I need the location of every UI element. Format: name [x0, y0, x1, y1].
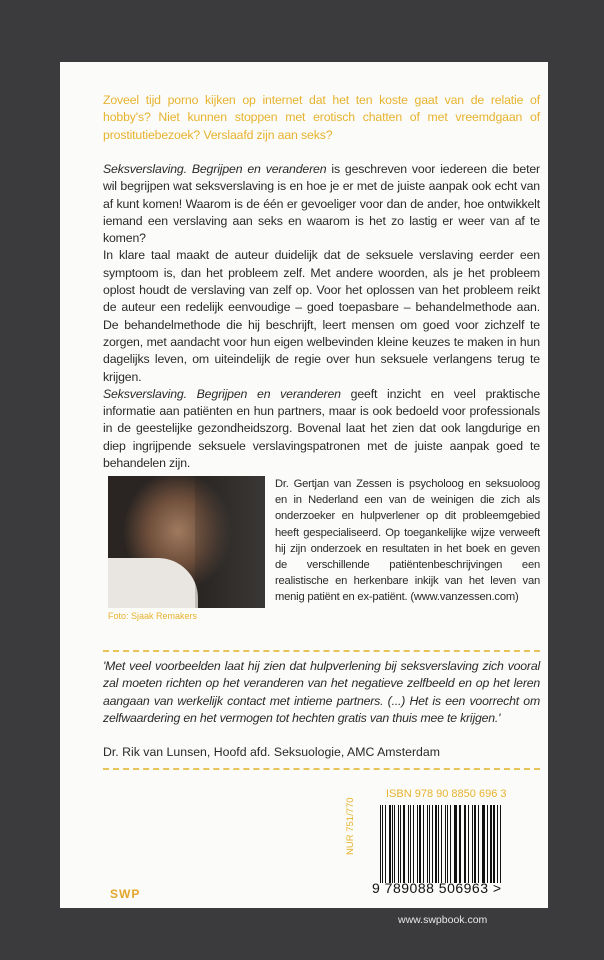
- author-bio: Dr. Gertjan van Zessen is psycholoog en seksuoloog en in Nederland een van de weinigen die zich als onderzoeker en hulpverlener op dit probleemgebied heeft gespecialiseerd. Op toegankelijke wijze verweeft hij zijn onderzoek en resultaten in het boek en geven de verschillende patiëntenbeschrijvingen een realistische en herkenbare inkijk van het leven van menig patiënt en ex-patiënt. (www.vanzessen.com): [275, 478, 540, 604]
- divider: [103, 650, 540, 652]
- isbn: ISBN 978 90 8850 696 3: [386, 788, 507, 800]
- barcode-bar: [382, 805, 383, 883]
- paragraph-3: [103, 386, 540, 472]
- barcode-bar: [445, 805, 446, 883]
- quote-attribution: Dr. Rik van Lunsen, Hoofd afd. Seksuologie, AMC Amsterdam: [103, 745, 440, 759]
- barcode-bar: [423, 805, 424, 883]
- barcode-bar: [483, 805, 484, 883]
- barcode-bar: [493, 805, 495, 883]
- book-title: Seksverslaving. Begrijpen en veranderen: [103, 386, 341, 401]
- barcode-bar: [487, 805, 488, 883]
- barcode-bar: [450, 805, 451, 883]
- barcode-bar: [464, 805, 465, 883]
- barcode-bar: [427, 805, 428, 883]
- barcode-bar: [417, 805, 418, 883]
- divider: [103, 768, 540, 770]
- photo-caption: Foto: Sjaak Remakers: [108, 611, 198, 621]
- barcode-bar: [468, 805, 469, 883]
- paragraph-2: In klare taal maakt de auteur duidelijk dat de seksuele verslaving eerder een symptoom is, dan het probleem zelf. Met andere woorden, als je het probleem oplost houdt de verslaving van zelf op. Voor het oplossen van het probleem reikt de auteur een redelijk eenvoudige – goed toepasbare – behandelmethode aan. De behandelmethode die hij beschrijft, leert mensen om goed voor zichzelf te zorgen, met aandacht voor hun eigen welbevinden kleine keuzes te maken in hun dagelijks leven, om uiteindelijk de regie over hun seksuele verlangens terug te krijgen.: [103, 248, 540, 384]
- book-title: Seksverslaving. Begrijpen en veranderen: [103, 162, 327, 176]
- barcode-bar: [497, 805, 498, 883]
- barcode-bar: [394, 805, 395, 883]
- nur-code: NUR 751/770: [345, 797, 356, 855]
- barcode-bar: [490, 805, 491, 883]
- barcode-bar: [389, 805, 391, 883]
- barcode-number: 9 789088 506963 >: [372, 880, 502, 896]
- barcode-bar: [454, 805, 455, 883]
- barcode-bar: [438, 805, 439, 883]
- barcode-bar: [398, 805, 399, 883]
- barcode-bar: [482, 805, 483, 883]
- barcode-bar: [419, 805, 421, 883]
- barcode-bar: [435, 805, 437, 883]
- publisher-logo: SWP: [110, 887, 141, 901]
- barcode-bar: [432, 805, 433, 883]
- paragraph-3-text: geeft inzicht en veel praktische informatie aan patiënten en hun partners, maar is ook bedoeld voor professionals in de geestelijke gezondheidszorg. Bovenal laat het zien dat ook langdurige en diep ingrijpende seksuele verslavingspatronen met de juiste aanpak goed te behandelen zijn.: [103, 386, 541, 471]
- paragraph-1-text: is geschreven voor iedereen die beter wil begrijpen wat seksverslaving is en hoe je er met de juiste aanpak ook echt van af kunt komen! Waarom is de één er gevoeliger voor dan de ander, hoe ontwikkelt iemand een verslaving aan seks en waarom is het zo lastig er weer van af te komen?: [103, 162, 540, 246]
- barcode-bar: [455, 805, 457, 883]
- barcode-bar: [403, 805, 405, 883]
- barcode-bar: [478, 805, 479, 883]
- barcode-bar: [472, 805, 473, 883]
- barcode-bar: [429, 805, 430, 883]
- website: www.swpbook.com: [398, 914, 488, 926]
- barcode-bar: [410, 805, 411, 883]
- barcode-bar: [465, 805, 466, 883]
- barcode-bar: [400, 805, 401, 883]
- barcode-bar: [474, 805, 476, 883]
- barcode-bar: [392, 805, 393, 883]
- barcode-bar: [447, 805, 448, 883]
- barcode-bar: [459, 805, 460, 883]
- barcode-bar: [500, 805, 501, 883]
- author-photo: [108, 476, 265, 608]
- review-quote: 'Met veel voorbeelden laat hij zien dat hulpverlening bij seksverslaving zich vooral zal moeten richten op het veranderen van het negatieve zelfbeeld en op het leren aangaan van werkelijk contact met intieme partners. (...) Het is een voorrecht om zelfwaardering en het vermogen tot hechten gratis van thuis mee te krijgen.': [103, 659, 540, 725]
- barcode: [380, 805, 502, 883]
- barcode-bar: [385, 805, 386, 883]
- barcode-bar: [380, 805, 381, 883]
- description: [103, 161, 540, 472]
- barcode-bar: [441, 805, 442, 883]
- lead-text: Zoveel tijd porno kijken op internet dat het ten koste gaat van de relatie of hobby's? Niet kunnen stoppen met erotisch chatten of met vreemdgaan of prostitutiebezoek? Verslaafd zijn aan seks?: [103, 93, 540, 142]
- barcode-bar: [408, 805, 409, 883]
- barcode-bar: [413, 805, 414, 883]
- paragraph-1: [103, 161, 540, 247]
